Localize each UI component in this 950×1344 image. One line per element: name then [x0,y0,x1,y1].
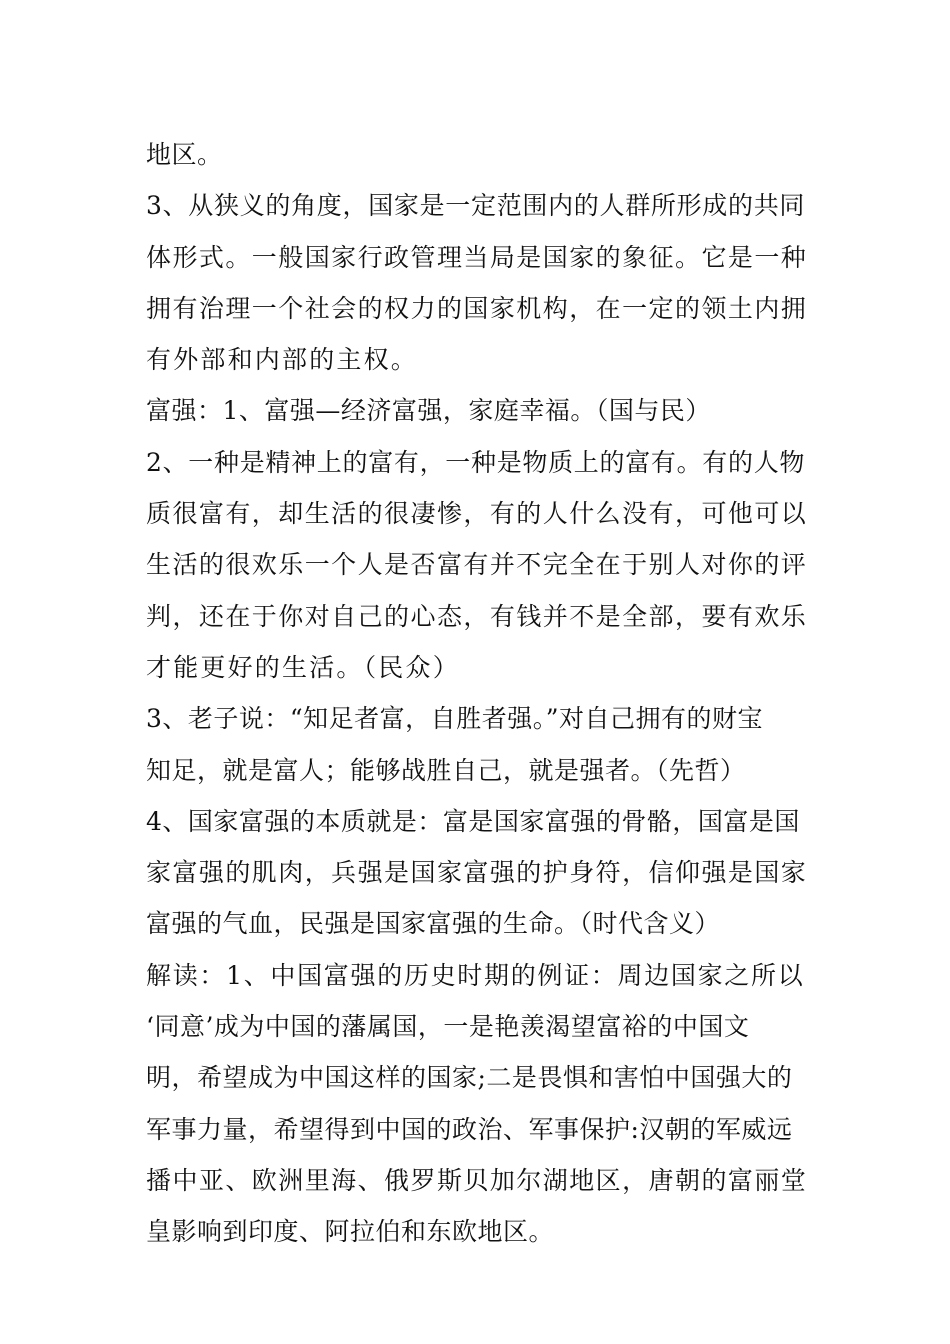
text-line: 拥有治理一个社会的权力的国家机构，在一定的领土内拥 [146,293,808,323]
text-line: 3、老子说：“知足者富，自胜者强。”对自己拥有的财宝 [146,704,763,734]
text-line: 富强的气血，民强是国家富强的生命。（时代含义） [146,909,721,939]
text-line: 富强：1、富强—经济富强，家庭幸福。（国与民） [146,396,711,426]
text-line: 解读：1、中国富强的历史时期的例证：周边国家之所以 [146,960,805,990]
text-line: 2、一种是精神上的富有，一种是物质上的富有。有的人物 [146,447,806,477]
text-line: ‘同意’成为中国的藩属国，一是艳羡渴望富裕的中国文 [146,1012,750,1042]
text-line: 地区。 [146,140,223,169]
text-line: 生活的很欢乐一个人是否富有并不完全在于别人对你的评 [146,550,808,580]
text-line: 明，希望成为中国这样的国家;二是畏惧和害怕中国强大的 [146,1063,793,1093]
text-line: 判，还在于你对自己的心态，有钱并不是全部，要有欢乐 [146,601,808,631]
text-line: 有外部和内部的主权。 [146,345,419,375]
document-body [146,129,808,1258]
text-line: 质很富有，却生活的很凄惨，有的人什么没有，可他可以 [146,499,808,529]
text-line: 家富强的肌肉，兵强是国家富强的护身符，信仰强是国家 [146,858,808,888]
text-line: 才能更好的生活。（民众） [146,652,460,682]
text-line: 播中亚、欧洲里海、俄罗斯贝加尔湖地区，唐朝的富丽堂 [146,1165,808,1195]
text-line: 军事力量，希望得到中国的政治、军事保护:汉朝的军威远 [146,1114,793,1144]
text-line: 4、国家富强的本质就是：富是国家富强的骨骼，国富是国 [146,806,800,836]
text-line: 3、从狭义的角度，国家是一定范围内的人群所形成的共同 [146,191,806,221]
text-line: 皇影响到印度、阿拉伯和东欧地区。 [146,1217,555,1247]
text-line: 体形式。一般国家行政管理当局是国家的象征。它是一种 [146,242,808,272]
text-line: 知足，就是富人；能够战胜自己，就是强者。（先哲） [146,755,746,785]
